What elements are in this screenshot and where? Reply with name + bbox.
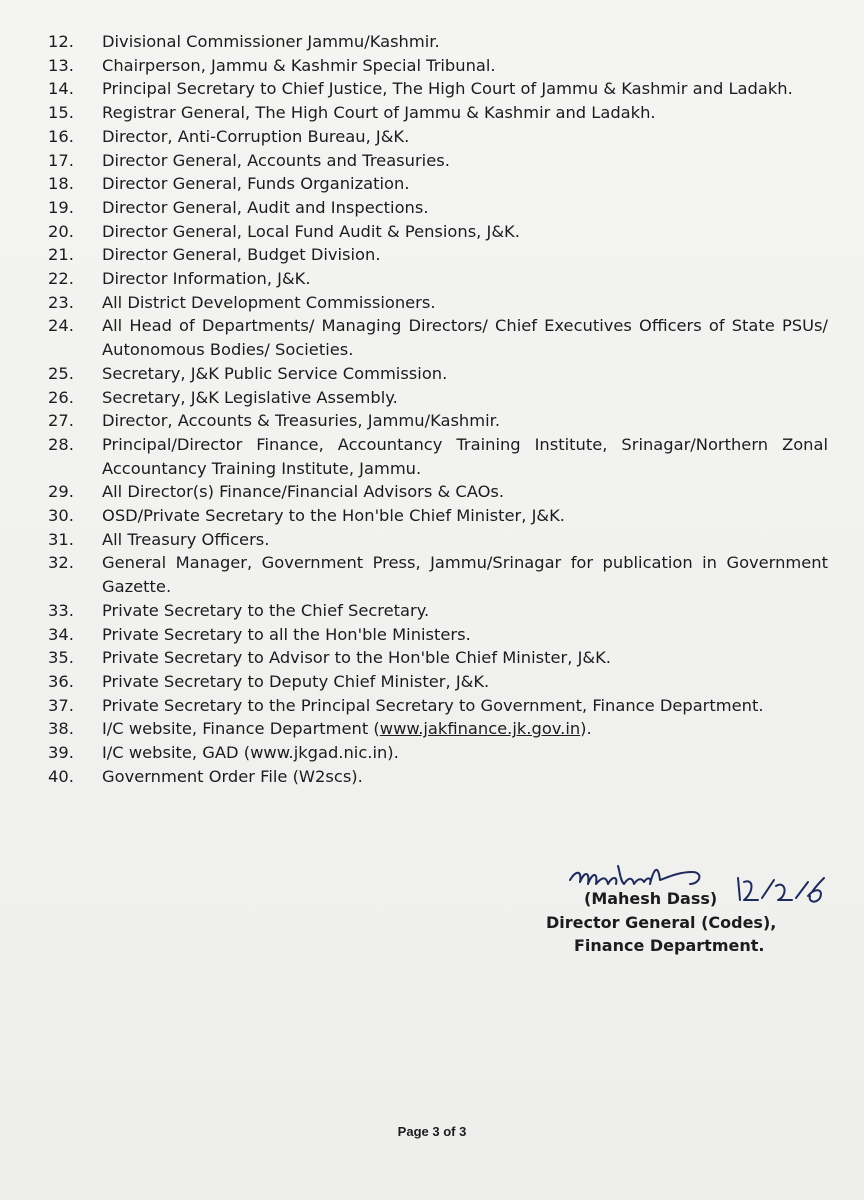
- list-item: 22. Director Information, J&K.: [48, 269, 311, 289]
- list-item: 33. Private Secretary to the Chief Secretary.: [48, 600, 430, 620]
- list-item: 36. Private Secretary to Deputy Chief Minister, J&K.: [48, 671, 490, 691]
- handwritten-signature: [568, 858, 828, 918]
- signatory-department: Finance Department.: [574, 936, 765, 955]
- list-item: 39. I/C website, GAD (www.jkgad.nic.in).: [48, 743, 399, 763]
- distribution-list: [48, 30, 828, 789]
- list-item: 12. Divisional Commissioner Jammu/Kashmir.: [48, 32, 440, 51]
- list-item: 14. Principal Secretary to Chief Justice, The High Court of Jammu & Kashmir and Ladakh.: [48, 79, 793, 99]
- list-item: 16. Director, Anti-Corruption Bureau, J&K.: [48, 126, 410, 146]
- list-item: 26. Secretary, J&K Legislative Assembly.: [48, 387, 398, 407]
- list-item: 29. All Director(s) Finance/Financial Advisors & CAOs.: [48, 482, 505, 502]
- list-item: 20. Director General, Local Fund Audit & Pensions, J&K.: [48, 221, 520, 241]
- list-item: 17. Director General, Accounts and Treasuries.: [48, 150, 450, 170]
- list-item: 19. Director General, Audit and Inspections.: [48, 197, 429, 217]
- list-item: 27. Director, Accounts & Treasuries, Jammu/Kashmir.: [48, 411, 500, 431]
- list-item: 21. Director General, Budget Division.: [48, 245, 381, 265]
- finance-website-link[interactable]: www.jakfinance.jk.gov.in: [379, 719, 581, 739]
- list-item: 35. Private Secretary to Advisor to the Hon'ble Chief Minister, J&K.: [48, 648, 611, 668]
- signatory-designation: Director General (Codes),: [546, 913, 777, 932]
- list-item: 34. Private Secretary to all the Hon'ble Ministers.: [48, 624, 471, 644]
- signatory-name: (Mahesh Dass): [584, 889, 718, 908]
- list-item: 25. Secretary, J&K Public Service Commission.: [48, 363, 448, 383]
- list-item: 37. Private Secretary to the Principal Secretary to Government, Finance Department.: [48, 695, 764, 715]
- list-item: 30. OSD/Private Secretary to the Hon'ble Chief Minister, J&K.: [48, 506, 565, 526]
- list-item: 24. All Head of Departments/ Managing Directors/ Chief Executives Officers of State PSUs/ Autonomous Bodies/ Societies.: [48, 316, 828, 360]
- list-item: 15. Registrar General, The High Court of Jammu & Kashmir and Ladakh.: [48, 103, 656, 123]
- list-item: 13. Chairperson, Jammu & Kashmir Special Tribunal.: [48, 55, 496, 75]
- list-item: 32. General Manager, Government Press, Jammu/Srinagar for publication in Government Gazette.: [48, 553, 828, 597]
- list-item: 18. Director General, Funds Organization.: [48, 174, 410, 194]
- list-item: 31. All Treasury Officers.: [48, 529, 270, 549]
- list-item: 38. I/C website, Finance Department (www.jakfinance.jk.gov.in).: [48, 719, 592, 739]
- list-item: 40. Government Order File (W2scs).: [48, 766, 363, 786]
- list-item: 23. All District Development Commissioners.: [48, 292, 436, 312]
- list-item: 28. Principal/Director Finance, Accountancy Training Institute, Srinagar/Northern Zonal Accountancy Training Institute, Jammu.: [48, 434, 828, 478]
- page-number: Page 3 of 3: [397, 1124, 467, 1139]
